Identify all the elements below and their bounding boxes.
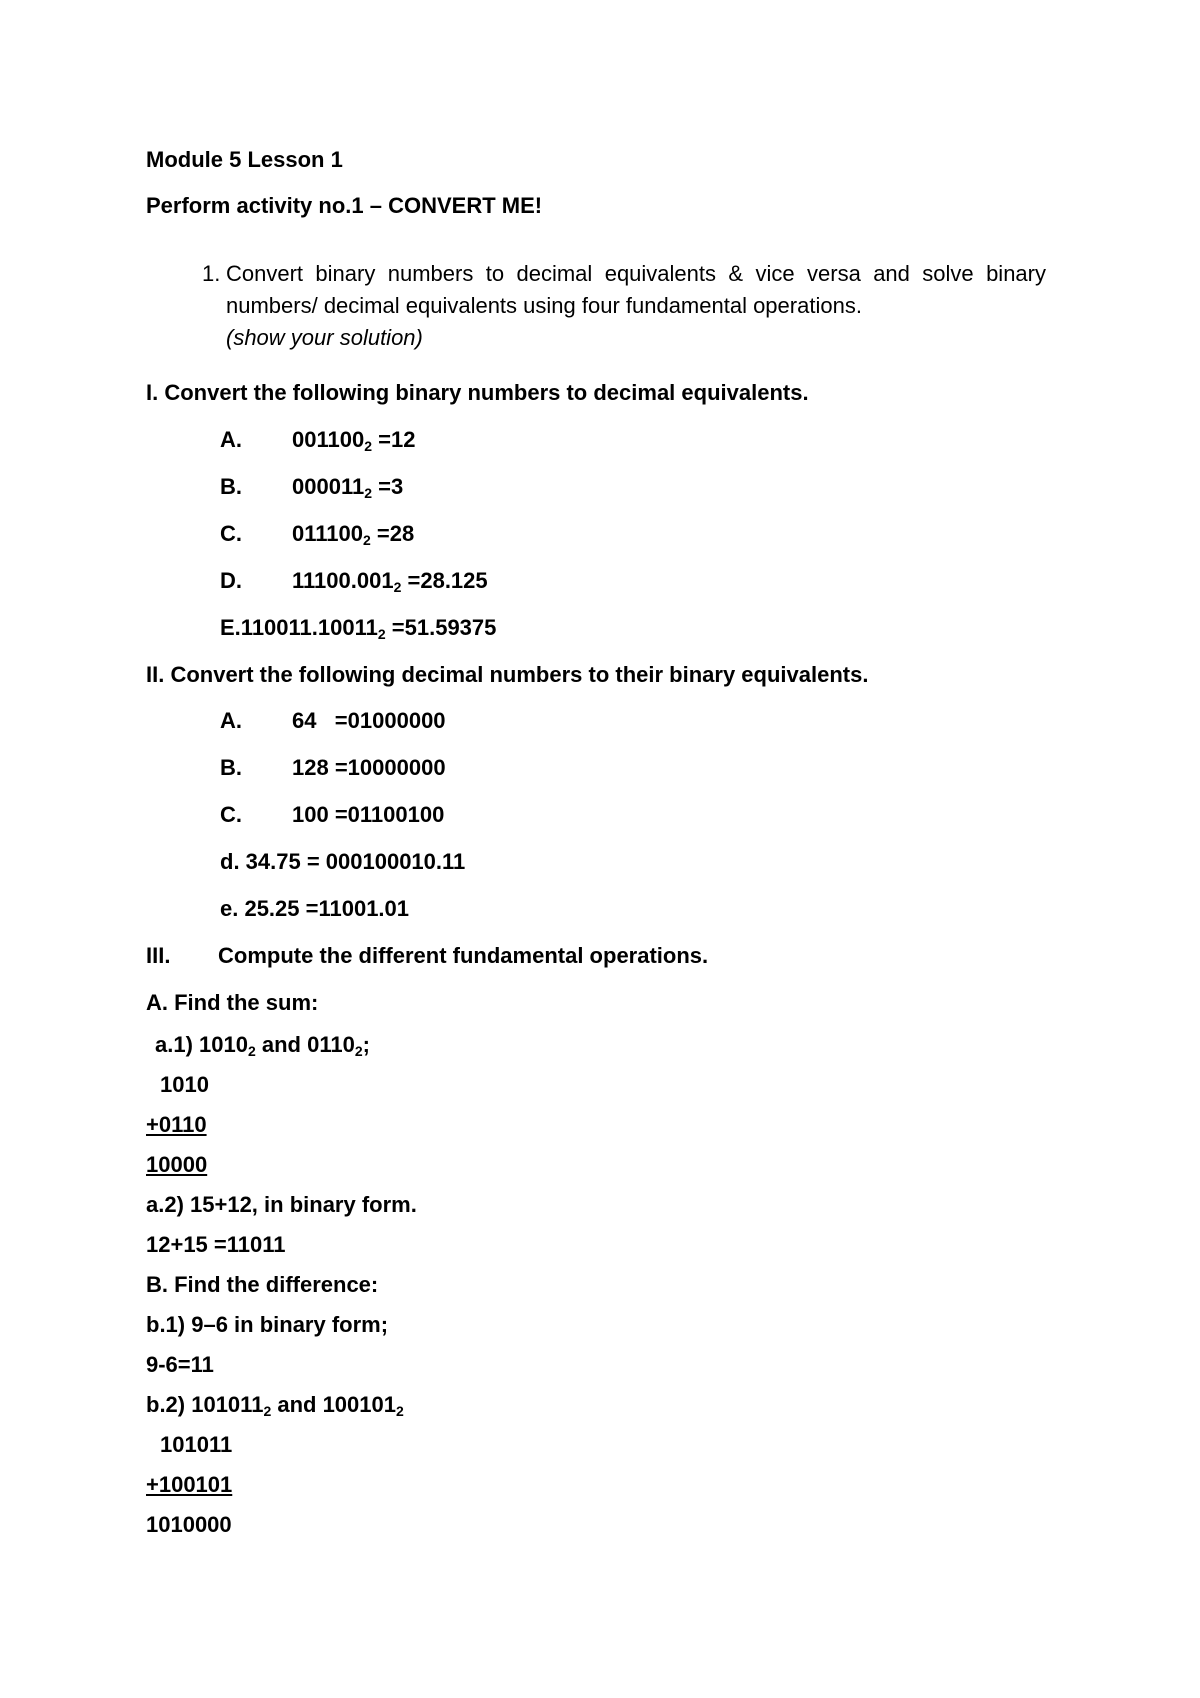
difference-b2-operand-2: +100101	[146, 1472, 233, 1497]
sum-a2: a.2) 15+12, in binary form.	[146, 1192, 417, 1217]
sum-a1: a.1) $1010_2$ and $0110_2$;	[155, 1032, 370, 1059]
difference-b1: b.1) 9–6 in binary form;	[146, 1312, 389, 1337]
difference-heading: B. Find the difference:	[146, 1272, 379, 1297]
instruction-note: (show your solution)	[226, 325, 423, 350]
instruction-block	[202, 258, 1046, 354]
section2-item-c: C. 100 =01100100	[220, 802, 445, 827]
page-title: Module 5 Lesson 1	[146, 147, 343, 172]
section2-item-d: d. 34.75 = 000100010.11	[220, 849, 466, 874]
difference-b2-operand-1: 101011	[160, 1432, 233, 1457]
sum-a1-result: 10000	[146, 1152, 208, 1177]
page-subtitle: Perform activity no.1 – CONVERT ME!	[146, 193, 543, 218]
difference-b2-result: 1010000	[146, 1512, 232, 1537]
section2-heading: II. Convert the following decimal numbers to their binary equivalents.	[146, 662, 869, 687]
instruction-text: Convert binary numbers to decimal equivalents & vice versa and solve binary numbers/ decimal equivalents using four fundamental operations. (show your solution)	[226, 261, 1046, 350]
difference-b1-answer: 9-6=11	[146, 1352, 214, 1377]
section1-item-b: B. $000011_2 =3$	[220, 474, 404, 501]
section2-item-b: B. 128 =10000000	[220, 755, 446, 780]
sum-heading: A. Find the sum:	[146, 990, 319, 1015]
sum-a1-addend-1: 1010	[160, 1072, 209, 1097]
sum-a1-addend-2: +0110	[146, 1112, 207, 1137]
difference-b2: b.2) $101011_2$ and $100101_2$	[146, 1392, 404, 1419]
section1-item-a: A. $001100_2 =12$	[220, 427, 416, 454]
instruction-number: 1.	[202, 261, 221, 286]
sum-a2-answer: 12+15 =11011	[146, 1232, 286, 1257]
section1-item-d: D. $11100.001_2 =28.125$	[220, 568, 488, 595]
section1-item-c: C. $011100_2 =28$	[220, 521, 415, 548]
section1-heading: I. Convert the following binary numbers to decimal equivalents.	[146, 380, 809, 405]
section3-heading: III. Compute the different fundamental operations.	[146, 943, 709, 968]
section2-item-e: e. 25.25 =11001.01	[220, 896, 410, 921]
section2-item-a: A. 64 =01000000	[220, 708, 446, 733]
section1-item-e: $E.110011.10011_2 =51.59375$	[220, 615, 497, 642]
